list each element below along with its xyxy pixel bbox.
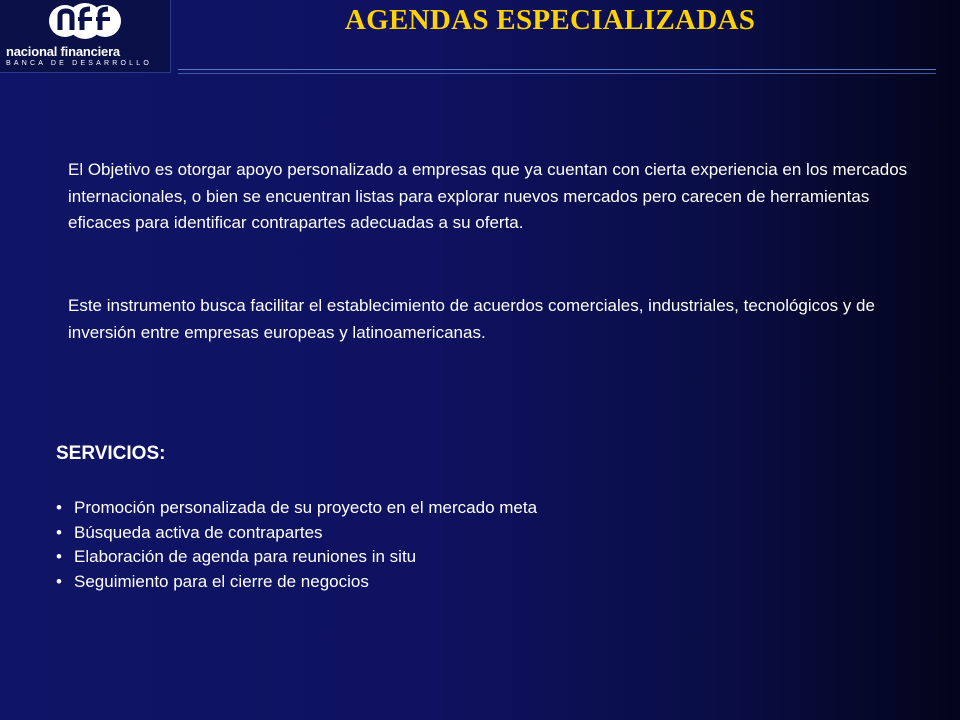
header-divider [178, 69, 936, 74]
list-item [56, 496, 537, 521]
logo-name: nacional financiera [6, 44, 120, 59]
nafin-logo-mark-icon [0, 0, 170, 44]
bullet-icon: • [56, 522, 62, 542]
bullet-icon: • [56, 498, 62, 517]
services-list [56, 496, 537, 594]
logo-subtitle: BANCA DE DESARROLLO [6, 60, 152, 67]
service-label: Elaboración de agenda para reuniones in situ [74, 547, 417, 566]
objective-paragraph: El Objetivo es otorgar apoyo personalizado a empresas que ya cuentan con cierta experiencia en los mercados internacionales, o bien se encuentran listas para explorar nuevos mercados pero carecen de herramientas eficaces para identificar contrapartes adecuadas a su oferta. [68, 160, 908, 232]
instrument-paragraph: Este instrumento busca facilitar el establecimiento de acuerdos comerciales, industriales, tecnológicos y de inversión entre empresas europeas y latinoamericanas. [68, 296, 875, 342]
service-label: Promoción personalizada de su proyecto en el mercado meta [74, 498, 538, 517]
services-heading: SERVICIOS: [56, 443, 166, 464]
page-title: AGENDAS ESPECIALIZADAS [344, 4, 756, 36]
service-label: Seguimiento para el cierre de negocios [74, 571, 369, 591]
list-item [56, 545, 537, 570]
bullet-icon: • [56, 571, 62, 591]
service-label: Búsqueda activa de contrapartes [74, 522, 323, 542]
bullet-icon: • [56, 547, 62, 566]
list-item [56, 521, 537, 546]
list-item [56, 570, 537, 595]
nafin-logo [0, 0, 171, 73]
